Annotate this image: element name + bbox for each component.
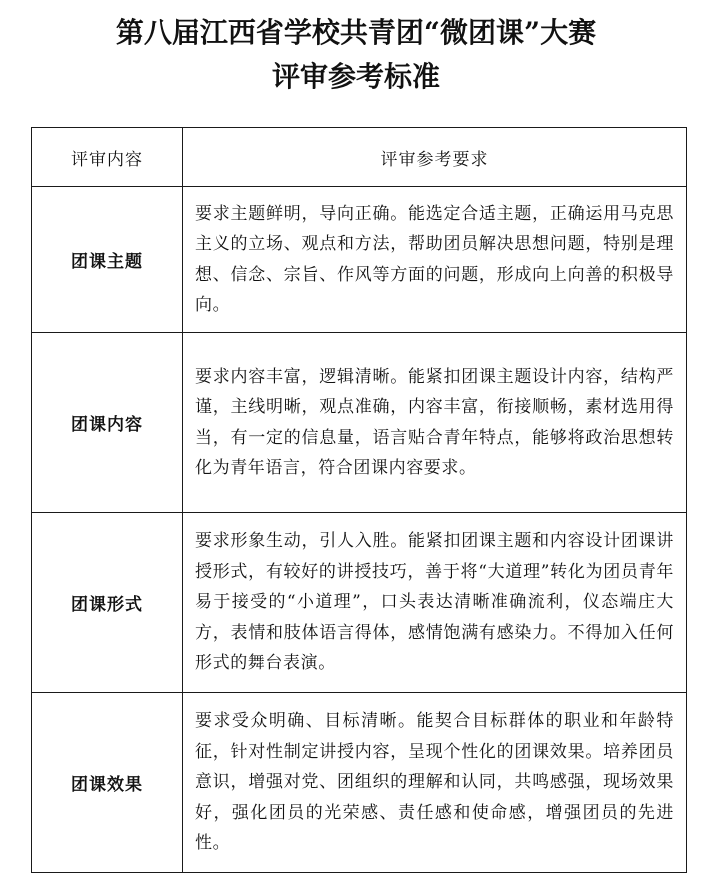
row-item-form: 团课形式 xyxy=(32,513,183,693)
row-requirement-effect: 要求受众明确、目标清晰。能契合目标群体的职业和年龄特征，针对性制定讲授内容，呈现个性化的团课效果。培养团员意识，增强对党、团组织的理解和认同，共鸣感强，现场效果好，强化团员的光荣感、责任感和使命感，增强团员的先进性。 xyxy=(183,693,687,873)
table-row xyxy=(32,693,687,873)
document-title-line-1: 第八届江西省学校共青团“微团课”大赛 xyxy=(115,16,597,49)
header-evaluation-requirement: 评审参考要求 xyxy=(183,128,687,187)
row-item-theme: 团课主题 xyxy=(32,187,183,333)
table-row xyxy=(32,187,687,333)
document-title-line-2: 评审参考标准 xyxy=(271,60,440,93)
table-row xyxy=(32,513,687,693)
row-requirement-theme: 要求主题鲜明，导向正确。能选定合适主题，正确运用马克思主义的立场、观点和方法，帮助团员解决思想问题，特别是理想、信念、宗旨、作风等方面的问题，形成向上向善的积极导向。 xyxy=(183,187,687,333)
row-item-content: 团课内容 xyxy=(32,333,183,513)
row-requirement-content: 要求内容丰富，逻辑清晰。能紧扣团课主题设计内容，结构严谨，主线明晰，观点准确，内容丰富，衔接顺畅，素材选用得当，有一定的信息量，语言贴合青年特点，能够将政治思想转化为青年语言，符合团课内容要求。 xyxy=(183,333,687,513)
table-row xyxy=(32,333,687,513)
table-header-row xyxy=(32,128,687,187)
evaluation-criteria-table xyxy=(31,127,687,873)
row-item-effect: 团课效果 xyxy=(32,693,183,873)
header-evaluation-item: 评审内容 xyxy=(32,128,183,187)
row-requirement-form: 要求形象生动，引人入胜。能紧扣团课主题和内容设计团课讲授形式，有较好的讲授技巧，善于将“大道理”转化为团员青年易于接受的“小道理”，口头表达清晰准确流利，仪态端庄大方，表情和肢体语言得体，感情饱满有感染力。不得加入任何形式的舞台表演。 xyxy=(183,513,687,693)
